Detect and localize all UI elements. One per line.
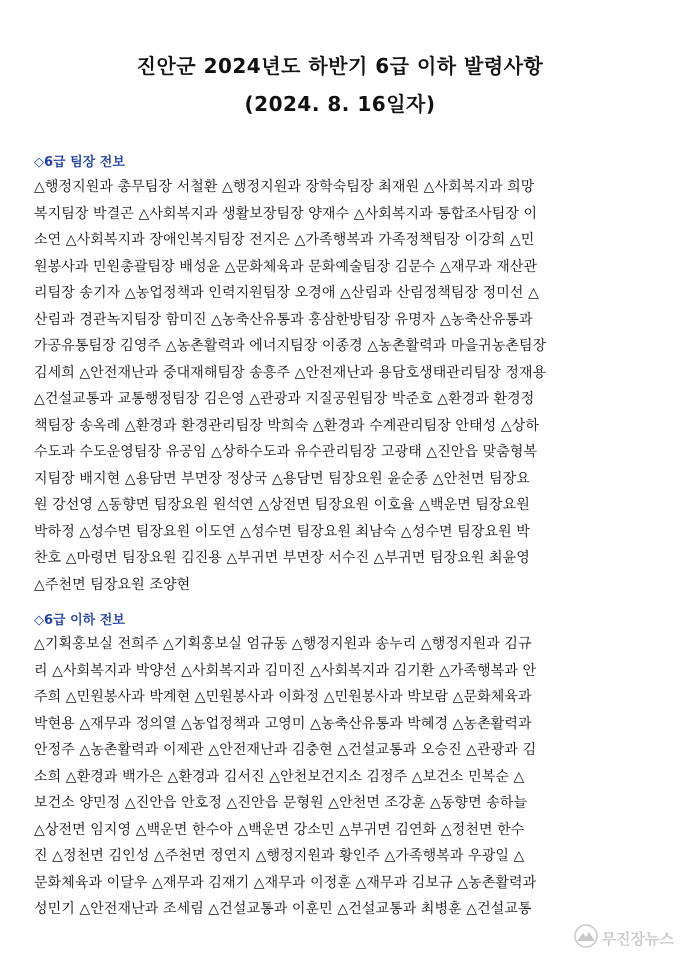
text-line: 문화체육과 이달우 △재무과 김재기 △재무과 이정훈 △재무과 김보규 △농촌활력과: [34, 874, 537, 891]
mountain-logo-icon: [574, 924, 598, 952]
text-line: 책팀장 송옥례 △환경과 환경관리팀장 박희숙 △환경과 수계관리팀장 안태성 △상하: [34, 417, 539, 434]
text-line: 진 △정천면 김인성 △주천면 정연지 △행정지원과 황인주 △가족행복과 우광일 △: [34, 848, 525, 864]
text-line: 원 강선영 △동향면 팀장요원 원석연 △상전면 팀장요원 이호율 △백운면 팀장요원: [34, 497, 530, 513]
section-body-team-leader-transfer: [34, 174, 648, 598]
text-line: 김세희 △안전재난과 중대재해팀장 송흥주 △안전재난과 용담호생태관리팀장 정재용: [34, 364, 547, 381]
text-line: 안정주 △농촌활력과 이제관 △안전재난과 김충현 △건설교통과 오승진 △관광과 김: [34, 742, 537, 758]
section-heading-staff-transfer: ◇6급 이하 전보: [34, 613, 125, 628]
text-line: 주희 △민원봉사과 박계현 △민원봉사과 이화정 △민원봉사과 박보람 △문화체육과: [34, 689, 532, 705]
text-line: △건설교통과 교통행정팀장 김은영 △관광과 지질공원팀장 박준호 △환경과 환경정: [34, 391, 535, 407]
section-body-staff-transfer: [34, 631, 648, 923]
text-line: 원봉사과 민원총괄팀장 배성윤 △문화체육과 문화예술팀장 김문수 △재무과 재산관: [34, 258, 538, 275]
text-line: △행정지원과 총무팀장 서철환 △행정지원과 장학숙팀장 최재원 △사회복지과 희망: [34, 179, 535, 195]
document-date: (2024. 8. 16일자): [244, 92, 436, 116]
text-line: 성민기 △안전재난과 조세림 △건설교통과 이훈민 △건설교통과 최병훈 △건설교통: [34, 901, 532, 917]
watermark: [574, 922, 674, 954]
text-line: △상전면 임지영 △백운면 한수아 △백운면 강소민 △부귀면 김연화 △정천면 한수: [34, 821, 525, 838]
text-line: 소희 △환경과 백가은 △환경과 김서진 △안천보건지소 김정주 △보건소 민복순 △: [34, 768, 525, 785]
text-line: 가공유통팀장 김영주 △농촌활력과 에너지팀장 이종경 △농촌활력과 마을귀농촌팀장: [34, 338, 547, 354]
section-heading-team-leader-transfer: ◇6급 팀장 전보: [34, 155, 125, 170]
document-title: 진안군 2024년도 하반기 6급 이하 발령사항: [136, 54, 544, 78]
watermark-text: 무진장뉴스: [601, 929, 674, 948]
text-line: △기획홍보실 전희주 △기획홍보실 엄규동 △행정지원과 송누리 △행정지원과 김규: [34, 636, 532, 652]
text-line: 소연 △사회복지과 장애인복지팀장 전지은 △가족행복과 가족정책팀장 이강희 △민: [34, 232, 535, 248]
text-line: 찬호 △마령면 팀장요원 김진용 △부귀면 부면장 서수진 △부귀면 팀장요원 최윤영: [34, 550, 530, 566]
text-line: 지팀장 배지현 △용담면 부면장 정상국 △용담면 팀장요원 윤순종 △안천면 팀장요: [34, 470, 530, 487]
text-line: 산림과 경관녹지팀장 함미진 △농축산유통과 홍삼한방팀장 유명자 △농축산유통과: [34, 311, 533, 328]
text-line: △주천면 팀장요원 조양현: [34, 576, 191, 593]
text-line: 리팀장 송기자 △농업정책과 인력지원팀장 오경애 △산림과 산림정책팀장 정미선 △: [34, 285, 539, 301]
text-line: 수도과 수도운영팀장 유공임 △상하수도과 유수관리팀장 고광태 △진안읍 맞춤형복: [34, 444, 538, 460]
text-line: 보건소 양민정 △진안읍 안호정 △진안읍 문형원 △안천면 조강훈 △동향면 송하늘: [34, 795, 528, 811]
text-line: 복지팀장 박결곤 △사회복지과 생활보장팀장 양재수 △사회복지과 통합조사팀장 이: [34, 205, 538, 222]
text-line: 박현용 △재무과 정의열 △농업정책과 고영미 △농축산유통과 박혜경 △농촌활력과: [34, 715, 532, 732]
text-line: 리 △사회복지과 박양선 △사회복지과 김미진 △사회복지과 김기환 △가족행복과 안: [34, 662, 537, 679]
text-line: 박하정 △성수면 팀장요원 이도연 △성수면 팀장요원 최남숙 △성수면 팀장요원 박: [34, 523, 530, 540]
